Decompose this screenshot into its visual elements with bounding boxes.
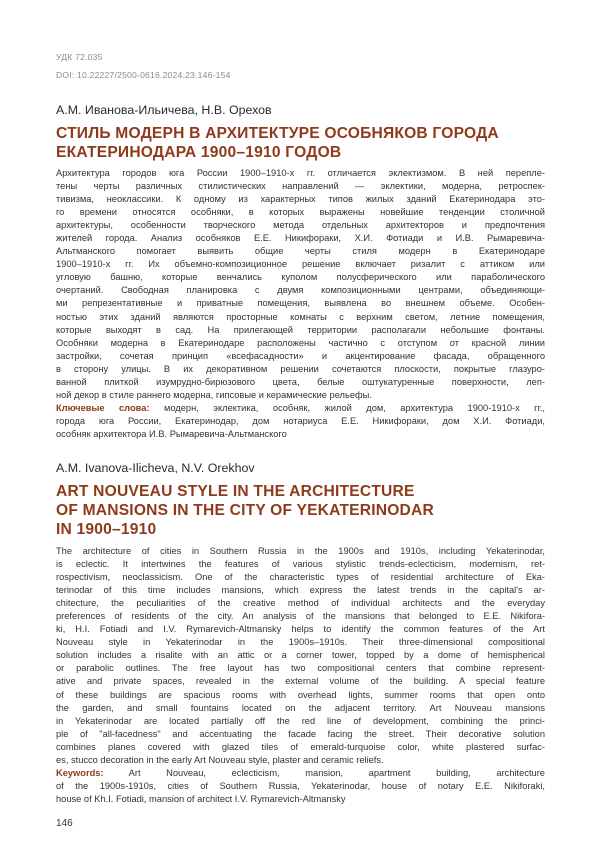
- ru-abstract-line: жителей города. Анализ особняков Е.Е. Никифораки, Х.И. Фотиади и И.В. Рымаревича-: [56, 233, 545, 244]
- ru-abstract-line: тены черты различных стилистических направлений — эклектики, модерна, ретроспек-: [56, 181, 545, 192]
- en-keywords-text: Art Nouveau, eclecticism, mansion, apartment building, architecture: [128, 767, 545, 778]
- ru-keywords-line: города юга России, Екатеринодар, дом нотариуса Е.Е. Никифораки, дом Х.И. Фотиади,: [56, 415, 545, 426]
- page-number: 146: [56, 818, 73, 829]
- en-abstract-line: es, stucco decoration in the early Art Nouveau style, plaster and ceramic reliefs.: [56, 754, 384, 765]
- en-abstract-line: ki, H.I. Fotiadi and I.V. Rymarevich-Altmansky helps to identify the common features of the Art: [56, 624, 545, 635]
- en-abstract-line: The architecture of cities in Southern Russia in the 1900s and 1910s, including Yekaterinodar,: [56, 546, 545, 556]
- en-keywords-label: Keywords:: [56, 767, 104, 778]
- en-keywords-line: [56, 767, 545, 780]
- ru-keywords-text: модерн, эклектика, особняк, жилой дом, архитектура 1900-1910-х гг.,: [163, 402, 545, 413]
- ru-title: [56, 124, 556, 162]
- en-abstract-line: solution includes a risalite with an attic or a corner tower, topped by a dome of hemispherical: [56, 650, 545, 661]
- en-abstract-line: the garden, and small fountains located on the adjacent territory. Art Nouveau mansions: [56, 702, 545, 713]
- en-abstract-line: rospectivism, neoclassicism. One of the characteristic types of residential architecture of Eka-: [56, 572, 545, 583]
- en-title-line: OF MANSIONS IN THE CITY OF YEKATERINODAR: [56, 502, 434, 519]
- ru-abstract-line: го времени относятся особняки, в которых выражены новейшие тенденции столичной: [56, 207, 545, 218]
- ru-title-line: ЕКАТЕРИНОДАРА 1900–1910 ГОДОВ: [56, 144, 342, 161]
- en-keywords-line: of the 1900s-1910s, cities of Southern Russia, Yekaterinodar, house of notary E.E. Nikiforaki,: [56, 780, 545, 791]
- ru-abstract-line: которые выходят в сад. На прилегающей территории располагали небольшие фонтаны.: [56, 324, 545, 335]
- ru-abstract-line: в сторону улицы. В их декоративном решении сочетаются плоскости, покрытые глазуро-: [56, 363, 545, 374]
- en-title-line: IN 1900–1910: [56, 521, 157, 538]
- en-abstract-line: in Yekaterinodar are located partially off the red line of development, combining the princi-: [56, 715, 545, 726]
- en-keywords-line: house of Kh.I. Fotiadi, mansion of architect I.V. Rymarevich-Altmansky: [56, 793, 346, 804]
- en-title: [56, 482, 556, 539]
- en-abstract-line: Nouveau style in Yekaterinodar in the 1900s–1910s. Their three-dimensional compositional: [56, 637, 545, 648]
- ru-abstract-line: 1900–1910-х гг. Их объемно-композиционное решение включает ризалит с аттиком или: [56, 259, 545, 270]
- ru-keywords-label: Ключевые слова:: [56, 402, 150, 413]
- ru-abstract-line: ванной плиткой изумрудно-бирюзового цвета, белые оштукатуренные поверхности, леп-: [56, 376, 545, 387]
- en-authors: A.M. Ivanova-Ilicheva, N.V. Orekhov: [56, 461, 255, 475]
- en-abstract-line: chitecture, the peculiarities of the creative method of individual architects and the everyday: [56, 598, 545, 609]
- ru-abstract-line: очертаний. Свободная планировка с двумя композиционными центрами, объединяющи-: [56, 285, 545, 296]
- ru-abstract-line: Особняки модерна в Екатеринодаре расположены частично с отступом от красной линии: [56, 337, 545, 348]
- ru-abstract-line: угловую башню, которые венчались куполом полусферического или параболического: [56, 272, 545, 283]
- udc-code: УДК 72.035: [56, 52, 103, 62]
- en-abstract-line: ative and private spaces, revealed in the external volume of the building. A special feature: [56, 676, 545, 687]
- en-abstract-line: combines planes covered with glazed tiles of emerald-turquoise color, white plastered surfac-: [56, 741, 545, 752]
- ru-abstract: [56, 167, 545, 441]
- en-abstract-line: terinodar of this time includes mansions, which express the latest trends in the capital's ar-: [56, 585, 545, 596]
- ru-abstract-line: Архитектура городов юга России 1900–1910-х гг. отличается эклектизмом. В ней перепле-: [56, 168, 545, 178]
- ru-abstract-line: ностью этих зданий являются просторные комнаты с верхним светом, летние помещения,: [56, 311, 545, 322]
- doi: DOI: 10.22227/2500-0616.2024.23.146-154: [56, 70, 231, 80]
- en-abstract: [56, 545, 545, 806]
- en-abstract-line: or parabolic outlines. The free layout has two compositional centers that combine represent-: [56, 663, 545, 674]
- ru-abstract-line: архитектуры, особенности творческого метода отдельных архитекторов и предпочтения: [56, 220, 545, 231]
- en-abstract-line: preferences of residents of the city. An analysis of the mansions that belonged to E.E. Nikifora-: [56, 611, 545, 622]
- ru-keywords-line: особняк архитектора И.В. Рымаревича-Альтманского: [56, 428, 287, 439]
- ru-abstract-line: застройки, сочетая принцип «всефасадности» и акцентирование фасада, обращенного: [56, 350, 545, 361]
- en-abstract-line: ple of "all-facedness" and accentuating the facade facing the street. Their decorative solution: [56, 728, 545, 739]
- ru-abstract-line: Альтманского помогает выявить общие черты стиля модерн в Екатеринодаре: [56, 246, 545, 257]
- ru-title-line: СТИЛЬ МОДЕРН В АРХИТЕКТУРЕ ОСОБНЯКОВ ГОРОДА: [56, 125, 499, 142]
- ru-abstract-line: тивизма, неоклассики. К одному из характерных типов жилых зданий Екатеринодара это-: [56, 194, 545, 205]
- ru-abstract-line: ной декор в стиле раннего модерна, гипсовые и керамические рельефы.: [56, 389, 372, 400]
- ru-abstract-line: ми репрезентативные и приватные помещения, выявлена во внешнем объеме. Особен-: [56, 298, 545, 309]
- en-title-line: ART NOUVEAU STYLE IN THE ARCHITECTURE: [56, 483, 415, 500]
- ru-keywords-line: [56, 402, 545, 415]
- en-abstract-line: is eclectic. It intertwines the features of various stylistic trends-eclecticism, modernism, ret-: [56, 559, 545, 570]
- ru-authors: А.М. Иванова-Ильичева, Н.В. Орехов: [56, 103, 272, 117]
- en-abstract-line: of these buildings are spacious rooms with overhead lights, summer rooms that open onto: [56, 689, 545, 700]
